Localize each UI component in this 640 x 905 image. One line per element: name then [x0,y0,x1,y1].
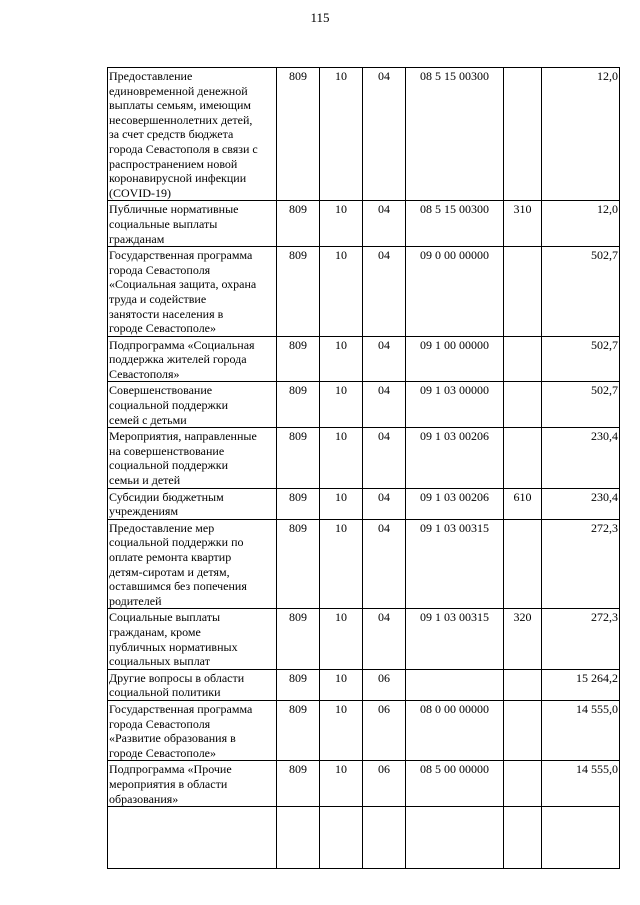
row-target-cell [406,609,504,669]
row-code-text: 809 [289,762,307,777]
table-row [108,488,620,519]
row-subsection-text: 04 [378,383,390,398]
row-section-text: 10 [335,610,347,625]
row-subsection-cell [363,247,406,337]
row-amount-text: 14 555,0 [576,762,618,777]
row-code-text: 809 [289,383,307,398]
row-expense-type-cell [504,247,542,337]
row-section-cell [320,201,363,247]
row-subsection-cell [363,700,406,760]
row-code-cell [277,761,320,807]
row-subsection-text: 06 [378,701,390,716]
row-name-text: Другие вопросы в области социальной политики [109,670,245,700]
row-expense-type-cell [504,68,542,201]
row-subsection-text: 06 [378,762,390,777]
row-target-cell [406,761,504,807]
row-subsection-cell [363,519,406,609]
row-subsection-cell [363,609,406,669]
row-name-text: Предоставление единовременной денежной выплаты семьям, имеющим несовершеннолетних детей, за счет средств бюджета города Севастополя в связи с распространением новой коронавирусной инфекции (COVID-19) [109,69,258,200]
row-section-cell [320,669,363,700]
row-target-cell [406,201,504,247]
row-target-cell [406,669,504,700]
table-row [108,669,620,700]
row-amount-text: 272,3 [591,610,618,625]
row-amount-cell [542,68,620,201]
table-row [108,247,620,337]
row-target-text: 09 1 03 00206 [420,489,489,504]
row-amount-text: 12,0 [597,202,618,217]
row-expense-type-text: 610 [513,489,532,504]
empty-cell [108,807,277,869]
row-expense-type-cell [504,609,542,669]
row-code-text: 809 [289,69,307,83]
row-section-cell [320,428,363,488]
row-expense-type-text: 320 [513,610,532,625]
row-name-text: Субсидии бюджетным учреждениям [109,489,224,519]
row-expense-type-cell [504,700,542,760]
row-name-text: Публичные нормативные социальные выплаты гражданам [109,202,239,246]
table-row [108,519,620,609]
row-target-text: 09 1 03 00315 [420,610,489,625]
row-expense-type-cell [504,669,542,700]
row-target-text: 09 1 03 00206 [420,429,489,444]
row-name-text: Мероприятия, направленные на совершенствование социальной поддержки семьи и детей [109,429,257,488]
row-name-text: Совершенствование социальной поддержки семей с детьми [109,383,229,427]
empty-cell [542,807,620,869]
row-name-cell [108,761,277,807]
row-target-text: 08 5 15 00300 [420,69,489,83]
row-name-text: Социальные выплаты гражданам, кроме публичных нормативных социальных выплат [109,610,238,669]
row-subsection-text: 04 [378,520,390,535]
row-target-cell [406,336,504,382]
row-amount-cell [542,428,620,488]
row-section-text: 10 [335,202,347,217]
row-code-cell [277,68,320,201]
empty-cell [320,807,363,869]
row-target-cell [406,700,504,760]
budget-table [107,67,620,869]
row-amount-text: 14 555,0 [576,701,618,716]
table-row [108,382,620,428]
row-amount-cell [542,609,620,669]
row-subsection-text: 04 [378,610,390,625]
row-section-cell [320,609,363,669]
row-amount-cell [542,700,620,760]
empty-cell [277,807,320,869]
row-subsection-text: 04 [378,69,390,83]
row-subsection-cell [363,761,406,807]
row-code-text: 809 [289,701,307,716]
row-amount-text: 230,4 [591,489,618,504]
row-target-text: 08 0 00 00000 [420,701,489,716]
row-expense-type-cell [504,201,542,247]
row-subsection-cell [363,488,406,519]
row-name-text: Подпрограмма «Социальная поддержка жителей города Севастополя» [109,337,255,381]
row-name-cell [108,609,277,669]
row-target-cell [406,488,504,519]
row-amount-cell [542,382,620,428]
row-code-cell [277,428,320,488]
row-amount-cell [542,247,620,337]
empty-cell [406,807,504,869]
row-section-text: 10 [335,69,347,83]
row-code-text: 809 [289,202,307,217]
row-name-cell [108,519,277,609]
table-row [108,68,620,201]
row-name-text: Государственная программа города Севастополя «Социальная защита, охрана труда и содействие занятости населения в городе Севастополе» [109,248,257,336]
row-target-cell [406,247,504,337]
row-subsection-cell [363,201,406,247]
row-expense-type-text: 310 [513,202,532,217]
row-amount-cell [542,519,620,609]
row-expense-type-cell [504,761,542,807]
row-subsection-text: 04 [378,248,390,263]
row-section-cell [320,488,363,519]
row-target-text: 09 1 03 00315 [420,520,489,535]
row-code-text: 809 [289,429,307,444]
row-code-cell [277,201,320,247]
row-amount-text: 12,0 [597,69,618,83]
row-name-cell [108,700,277,760]
row-target-text: 09 1 00 00000 [420,337,489,352]
row-section-cell [320,382,363,428]
row-name-cell [108,201,277,247]
row-section-text: 10 [335,670,347,685]
row-section-cell [320,761,363,807]
row-amount-cell [542,488,620,519]
row-code-cell [277,336,320,382]
row-section-text: 10 [335,520,347,535]
row-amount-text: 502,7 [591,248,618,263]
row-target-text: 09 1 03 00000 [420,383,489,398]
row-target-text: 08 5 15 00300 [420,202,489,217]
empty-cell [504,807,542,869]
row-subsection-cell [363,382,406,428]
row-subsection-text: 04 [378,489,390,504]
row-amount-text: 502,7 [591,337,618,352]
row-amount-text: 502,7 [591,383,618,398]
row-code-cell [277,700,320,760]
empty-cell [363,807,406,869]
table-row [108,336,620,382]
row-subsection-text: 04 [378,202,390,217]
row-code-cell [277,247,320,337]
row-code-text: 809 [289,520,307,535]
row-section-text: 10 [335,383,347,398]
row-code-cell [277,669,320,700]
row-section-text: 10 [335,701,347,716]
row-amount-text: 15 264,2 [576,670,618,685]
row-section-text: 10 [335,248,347,263]
row-code-text: 809 [289,610,307,625]
row-name-cell [108,382,277,428]
row-code-cell [277,609,320,669]
row-section-cell [320,336,363,382]
row-code-cell [277,488,320,519]
row-code-text: 809 [289,248,307,263]
row-section-cell [320,68,363,201]
row-target-cell [406,428,504,488]
row-subsection-cell [363,669,406,700]
row-target-text: 08 5 00 00000 [420,762,489,777]
row-code-text: 809 [289,337,307,352]
row-section-cell [320,247,363,337]
row-name-cell [108,428,277,488]
row-code-cell [277,519,320,609]
row-name-text: Предоставление мер социальной поддержки по оплате ремонта квартир детям-сиротам и детям, оставшимся без попечения родителей [109,520,247,608]
budget-table-body [108,68,620,869]
table-row [108,700,620,760]
row-expense-type-cell [504,382,542,428]
row-name-text: Подпрограмма «Прочие мероприятия в области образования» [109,762,232,806]
row-section-text: 10 [335,489,347,504]
row-name-cell [108,68,277,201]
row-target-cell [406,519,504,609]
row-subsection-text: 04 [378,429,390,444]
row-expense-type-cell [504,428,542,488]
row-name-cell [108,669,277,700]
row-amount-cell [542,201,620,247]
row-subsection-cell [363,336,406,382]
row-code-text: 809 [289,489,307,504]
page-number: 115 [310,10,330,25]
row-section-cell [320,519,363,609]
row-section-text: 10 [335,337,347,352]
row-name-cell [108,336,277,382]
row-expense-type-cell [504,336,542,382]
row-subsection-text: 06 [378,670,390,685]
row-section-text: 10 [335,762,347,777]
row-target-cell [406,382,504,428]
row-amount-text: 272,3 [591,520,618,535]
row-code-cell [277,382,320,428]
table-row [108,201,620,247]
row-code-text: 809 [289,670,307,685]
row-subsection-cell [363,428,406,488]
table-row [108,428,620,488]
row-amount-cell [542,761,620,807]
row-expense-type-cell [504,519,542,609]
row-amount-cell [542,336,620,382]
table-row [108,609,620,669]
empty-table-row [108,807,620,869]
row-expense-type-cell [504,488,542,519]
row-amount-cell [542,669,620,700]
row-name-cell [108,488,277,519]
row-target-text: 09 0 00 00000 [420,248,489,263]
row-subsection-cell [363,68,406,201]
row-section-text: 10 [335,429,347,444]
row-amount-text: 230,4 [591,429,618,444]
row-target-cell [406,68,504,201]
row-section-cell [320,700,363,760]
row-subsection-text: 04 [378,337,390,352]
row-name-text: Государственная программа города Севастополя «Развитие образования в городе Севастополе» [109,701,253,760]
table-row [108,761,620,807]
row-name-cell [108,247,277,337]
